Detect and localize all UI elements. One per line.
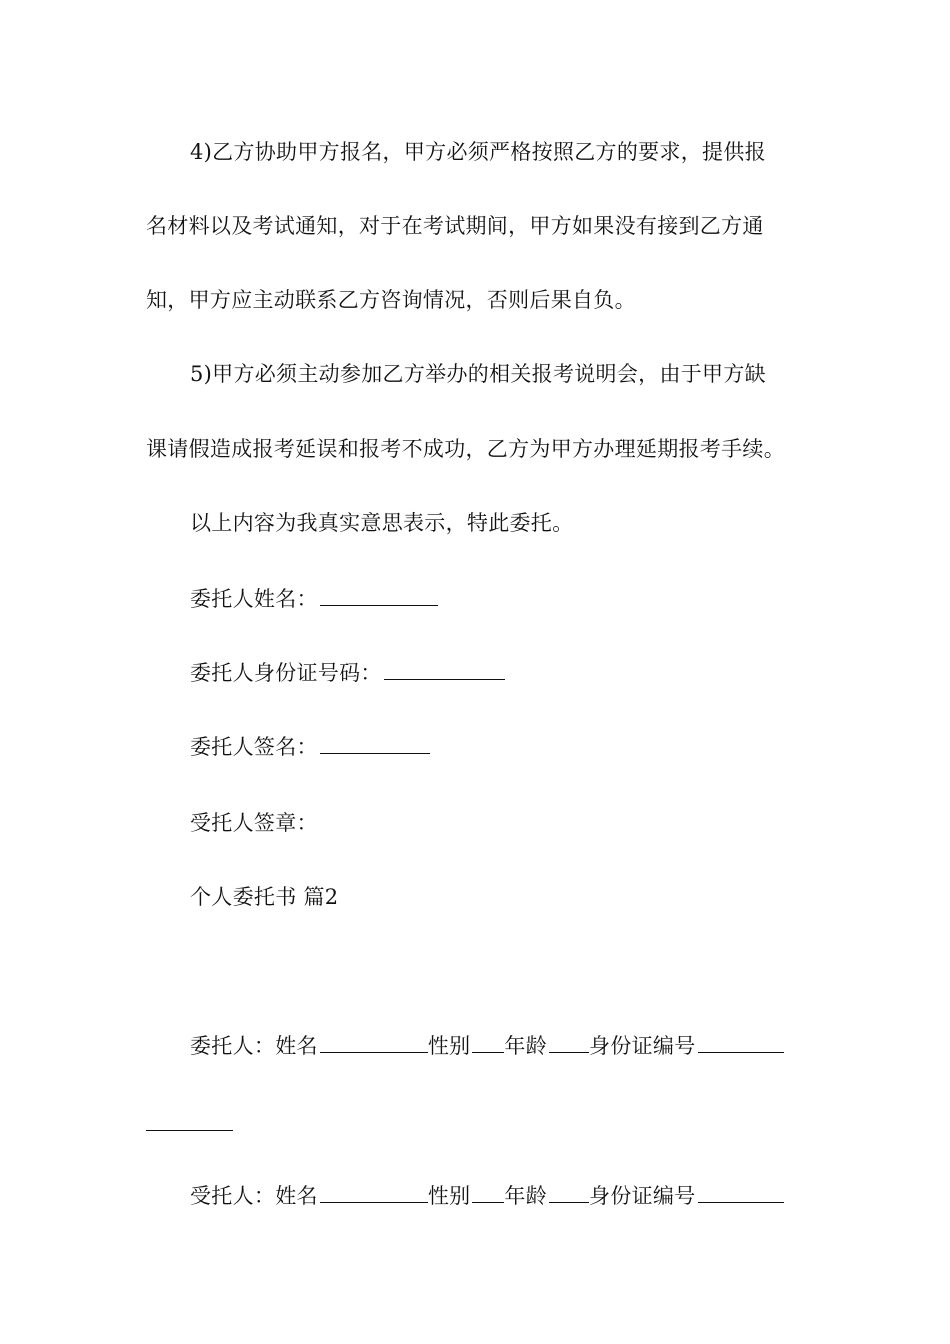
principal-id-continuation-blank <box>146 1130 233 1131</box>
principal-age-label: 年龄 <box>504 1034 548 1058</box>
principal-id-blank <box>384 659 505 680</box>
agent-name-field-blank <box>320 1182 428 1203</box>
principal-name-blank <box>320 585 438 606</box>
agent-role-label: 受托人： <box>190 1184 276 1208</box>
paragraph-4-line-2: 名材料以及考试通知，对于在考试期间，甲方如果没有接到乙方通 <box>146 214 764 238</box>
agent-id-field-blank <box>698 1182 784 1203</box>
principal-id-label: 委托人身份证号码： <box>190 661 382 685</box>
paragraph-5-line-1: 5)甲方必须主动参加乙方举办的相关报考说明会，由于甲方缺 <box>190 362 766 386</box>
principal-name-row <box>0 584 950 614</box>
agent-name-field-label: 姓名 <box>275 1184 318 1208</box>
agent-id-field-label: 身份证编号 <box>589 1184 696 1208</box>
principal-gender-label: 性别 <box>427 1034 471 1058</box>
statement: 以上内容为我真实意思表示，特此委托。 <box>190 511 574 535</box>
principal-name-field-label: 姓名 <box>275 1034 318 1058</box>
agent-age-blank <box>549 1182 589 1203</box>
principal-gender-blank <box>472 1032 504 1053</box>
section-2-agent-row <box>0 1181 950 1211</box>
principal-age-blank <box>549 1032 589 1053</box>
principal-id-field-blank <box>698 1032 784 1053</box>
paragraph-4-line-1: 4)乙方协助甲方报名，甲方必须严格按照乙方的要求，提供报 <box>190 140 766 164</box>
principal-signature-label: 委托人签名： <box>190 735 318 759</box>
paragraph-4-line-3: 知，甲方应主动联系乙方咨询情况，否则后果自负。 <box>146 288 636 312</box>
section-2-title: 个人委托书 篇2 <box>190 885 339 909</box>
principal-signature-row <box>0 732 950 762</box>
agent-seal-label: 受托人签章： <box>190 811 318 835</box>
agent-gender-blank <box>472 1182 504 1203</box>
principal-name-label: 委托人姓名： <box>190 587 318 611</box>
principal-id-field-label: 身份证编号 <box>589 1034 696 1058</box>
principal-signature-blank <box>320 733 430 754</box>
principal-role-label: 委托人： <box>190 1034 276 1058</box>
principal-id-row <box>0 658 950 688</box>
agent-age-label: 年龄 <box>504 1184 548 1208</box>
agent-gender-label: 性别 <box>427 1184 471 1208</box>
section-2-principal-row <box>0 1031 950 1061</box>
principal-name-field-blank <box>320 1032 428 1053</box>
paragraph-5-line-2: 课请假造成报考延误和报考不成功，乙方为甲方办理延期报考手续。 <box>146 437 785 461</box>
